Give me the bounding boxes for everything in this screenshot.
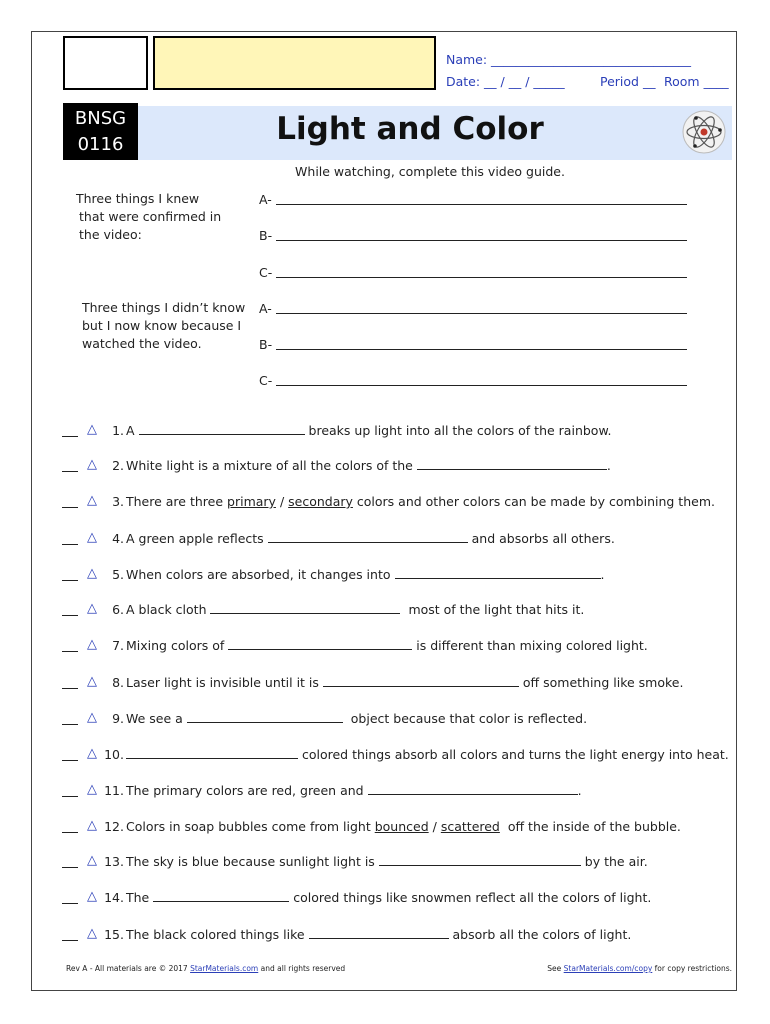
footer-copy-link[interactable]: StarMaterials.com/copy [563, 964, 653, 973]
question-text: A [126, 423, 135, 438]
confirmed-b-line[interactable] [276, 240, 687, 241]
question-text: colors and other colors can be made by combining them. [356, 494, 715, 509]
question-row [62, 494, 732, 512]
date-field[interactable]: Date: __ / __ / _____ [446, 74, 565, 89]
choice-secondary[interactable]: secondary [288, 494, 353, 509]
yellow-header-box [153, 36, 436, 90]
score-blank[interactable] [62, 436, 78, 437]
answer-blank[interactable] [268, 531, 468, 543]
learned-a-label: A- [259, 301, 272, 316]
name-field[interactable]: Name: ________________________________ [446, 52, 692, 67]
choice-separator: / [432, 819, 437, 834]
delta-triangle-icon: △ [87, 889, 97, 904]
delta-triangle-icon: △ [87, 637, 97, 652]
question-text: We see a [126, 711, 183, 726]
question-text: A black cloth [126, 602, 207, 617]
question-text: colored things absorb all colors and turns the light energy into heat. [301, 747, 729, 762]
score-blank[interactable] [62, 724, 78, 725]
delta-triangle-icon: △ [87, 710, 97, 725]
score-blank[interactable] [62, 471, 78, 472]
blank-header-box [63, 36, 148, 90]
delta-triangle-icon: △ [87, 674, 97, 689]
question-number: 6. [112, 602, 124, 617]
question-row [62, 747, 732, 765]
question-number: 3. [112, 494, 124, 509]
question-text: . [606, 458, 611, 473]
delta-triangle-icon: △ [87, 818, 97, 833]
question-row [62, 783, 732, 801]
confirmed-a-line[interactable] [276, 204, 687, 205]
learned-label [82, 299, 245, 353]
footer-text: for copy restrictions. [654, 964, 732, 973]
question-number: 9. [112, 711, 124, 726]
score-blank[interactable] [62, 760, 78, 761]
confirmed-label-line: the video: [79, 227, 142, 242]
learned-b-line[interactable] [276, 349, 687, 350]
question-text: and absorbs all others. [471, 531, 615, 546]
footer-text: and all rights reserved [260, 964, 346, 973]
confirmed-label [76, 190, 221, 244]
room-field[interactable]: Room ____ [664, 74, 729, 89]
confirmed-label-line: Three things I knew [76, 191, 200, 206]
question-number: 1. [112, 423, 124, 438]
question-row [62, 927, 732, 945]
bnsg-badge [63, 103, 138, 160]
answer-blank[interactable] [395, 567, 601, 579]
answer-blank[interactable] [139, 423, 305, 435]
choice-primary[interactable]: primary [227, 494, 276, 509]
delta-triangle-icon: △ [87, 493, 97, 508]
score-blank[interactable] [62, 796, 78, 797]
question-number: 13. [104, 854, 124, 869]
question-number: 7. [112, 638, 124, 653]
question-text: off the inside of the bubble. [507, 819, 681, 834]
question-text: off something like smoke. [522, 675, 684, 690]
question-text: is different than mixing colored light. [416, 638, 648, 653]
question-text: colored things like snowmen reflect all the colors of light. [293, 890, 652, 905]
question-text: White light is a mixture of all the colors of the [126, 458, 413, 473]
score-blank[interactable] [62, 832, 78, 833]
question-number: 2. [112, 458, 124, 473]
answer-blank[interactable] [153, 890, 289, 902]
question-text: There are three [126, 494, 224, 509]
choice-scattered[interactable]: scattered [440, 819, 500, 834]
footer-text: See [547, 964, 562, 973]
score-blank[interactable] [62, 651, 78, 652]
choice-separator: / [279, 494, 285, 509]
answer-blank[interactable] [379, 854, 581, 866]
footer-text: Rev A - All materials are © 2017 [66, 964, 188, 973]
answer-blank[interactable] [187, 711, 343, 723]
confirmed-label-line: that were confirmed in [79, 209, 222, 224]
learned-label-line: Three things I didn’t know [82, 300, 246, 315]
delta-triangle-icon: △ [87, 746, 97, 761]
score-blank[interactable] [62, 544, 78, 545]
footer-copyright [66, 964, 345, 973]
question-text: . [577, 783, 582, 798]
footer-restrictions [547, 964, 732, 973]
delta-triangle-icon: △ [87, 926, 97, 941]
delta-triangle-icon: △ [87, 601, 97, 616]
question-text: The [126, 890, 150, 905]
learned-label-line: but I now know because I [82, 318, 242, 333]
question-row [62, 531, 732, 549]
badge-line1: BNSG [74, 108, 127, 129]
answer-blank[interactable] [368, 783, 578, 795]
score-blank[interactable] [62, 867, 78, 868]
question-number: 5. [112, 567, 124, 582]
learned-label-line: watched the video. [82, 336, 202, 351]
confirmed-c-line[interactable] [276, 277, 687, 278]
question-row [62, 711, 732, 729]
score-blank[interactable] [62, 615, 78, 616]
question-text: object because that color is reflected. [350, 711, 588, 726]
question-text: Colors in soap bubbles come from light [126, 819, 371, 834]
question-row [62, 567, 732, 585]
learned-c-label: C- [259, 373, 273, 388]
question-text: When colors are absorbed, it changes into [126, 567, 391, 582]
question-text: The sky is blue because sunlight light is [126, 854, 375, 869]
delta-triangle-icon: △ [87, 566, 97, 581]
learned-b-label: B- [259, 337, 273, 352]
badge-line2: 0116 [77, 134, 124, 155]
question-number: 12. [104, 819, 124, 834]
question-text: by the air. [584, 854, 648, 869]
question-row [62, 602, 732, 620]
question-text: breaks up light into all the colors of the rainbow. [308, 423, 612, 438]
delta-triangle-icon: △ [87, 457, 97, 472]
answer-blank[interactable] [417, 458, 607, 470]
question-text: A green apple reflects [126, 531, 264, 546]
question-row [62, 423, 732, 441]
footer-link[interactable]: StarMaterials.com [190, 964, 259, 973]
score-blank[interactable] [62, 940, 78, 941]
question-text: The black colored things like [126, 927, 305, 942]
confirmed-a-label: A- [259, 192, 272, 207]
score-blank[interactable] [62, 688, 78, 689]
question-row [62, 890, 732, 908]
learned-a-line[interactable] [276, 313, 687, 314]
answer-blank[interactable] [210, 602, 400, 614]
question-number: 8. [112, 675, 124, 690]
question-number: 4. [112, 531, 124, 546]
delta-triangle-icon: △ [87, 422, 97, 437]
question-number: 10. [104, 747, 124, 762]
answer-blank[interactable] [323, 675, 519, 687]
page-title: Light and Color [276, 111, 544, 147]
delta-triangle-icon: △ [87, 782, 97, 797]
question-text: absorb all the colors of light. [452, 927, 632, 942]
answer-blank[interactable] [228, 638, 412, 650]
answer-blank[interactable] [309, 927, 449, 939]
question-text: Mixing colors of [126, 638, 225, 653]
score-blank[interactable] [62, 507, 78, 508]
question-row [62, 819, 732, 837]
atom-icon [682, 110, 726, 154]
question-text: most of the light that hits it. [408, 602, 585, 617]
question-text: . [600, 567, 605, 582]
learned-c-line[interactable] [276, 385, 687, 386]
question-row [62, 854, 732, 872]
question-number: 15. [104, 927, 124, 942]
confirmed-b-label: B- [259, 228, 273, 243]
confirmed-c-label: C- [259, 265, 273, 280]
question-row [62, 458, 732, 476]
delta-triangle-icon: △ [87, 530, 97, 545]
question-row [62, 675, 732, 693]
delta-triangle-icon: △ [87, 853, 97, 868]
question-number: 11. [104, 783, 124, 798]
answer-blank[interactable] [126, 747, 298, 759]
question-text: The primary colors are red, green and [126, 783, 364, 798]
score-blank[interactable] [62, 580, 78, 581]
question-text: Laser light is invisible until it is [126, 675, 319, 690]
score-blank[interactable] [62, 903, 78, 904]
question-number: 14. [104, 890, 124, 905]
period-field[interactable]: Period __ [600, 74, 656, 89]
question-row [62, 638, 732, 656]
choice-bounced[interactable]: bounced [374, 819, 429, 834]
instructions: While watching, complete this video guide. [295, 164, 565, 179]
